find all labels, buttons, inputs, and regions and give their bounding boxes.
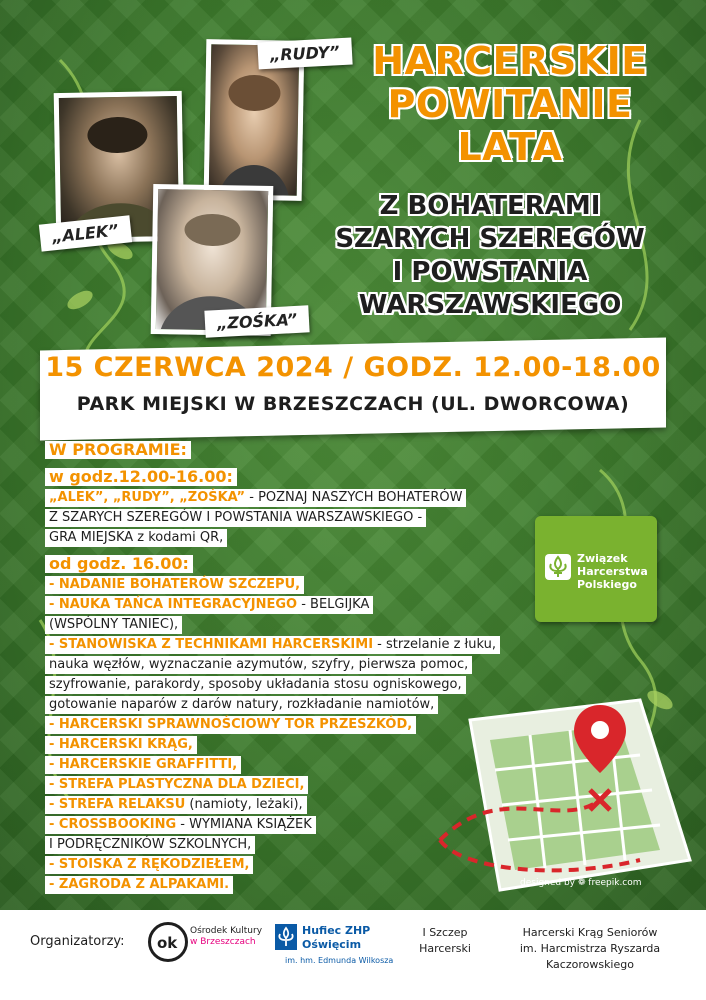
program-item-3a: - STANOWISKA Z TECHNIKAMI HARCERSKIMI bbox=[49, 637, 374, 652]
zhp-lily-icon bbox=[545, 554, 571, 580]
program-item-2c: (WSPÓLNY TANIEC), bbox=[45, 616, 182, 634]
program-item-3b: - strzelanie z łuku, bbox=[373, 637, 496, 652]
program-item-8b: (namioty, leżaki), bbox=[185, 797, 303, 812]
hufiec-logo-icon bbox=[275, 924, 297, 950]
poster-title bbox=[370, 40, 650, 169]
block1-time: w godz.12.00-16.00: bbox=[45, 468, 237, 486]
zhp-badge bbox=[535, 516, 657, 622]
zhp-line-2: Harcerstwa bbox=[577, 565, 648, 578]
program-item-6: - HARCERSKIE GRAFFITTI, bbox=[45, 756, 241, 774]
ok-line-1: Ośrodek Kultury bbox=[190, 926, 263, 936]
program-item-9a: - CROSSBOOKING bbox=[49, 817, 177, 832]
ok-name bbox=[190, 926, 262, 948]
svg-text:ok: ok bbox=[157, 934, 178, 952]
krag-line-1: Harcerski Krąg Seniorów bbox=[522, 926, 658, 939]
ok-logo-icon bbox=[148, 922, 188, 962]
hufiec-name bbox=[302, 924, 370, 952]
program-item-3e: gotowanie naparów z darów natury, rozkładanie namiotów, bbox=[45, 696, 438, 714]
block1-names: „ALEK”, „RUDY”, „ZOŚKA” bbox=[49, 490, 246, 505]
ok-line-2: w Brzeszczach bbox=[190, 937, 256, 947]
program-item-8a: - STREFA RELAKSU bbox=[49, 797, 186, 812]
program-list bbox=[45, 440, 525, 895]
block1-text-a: - POZNAJ NASZYCH BOHATERÓW bbox=[245, 490, 463, 505]
block1-text-c: GRA MIEJSKA z kodami QR, bbox=[45, 529, 227, 547]
zhp-line-3: Polskiego bbox=[577, 578, 637, 591]
program-item-9b: - WYMIANA KSIĄŻEK bbox=[176, 817, 312, 832]
program-item-7: - STREFA PLASTYCZNA DLA DZIECI, bbox=[45, 776, 308, 794]
subtitle-line-2: SZARYCH SZEREGÓW bbox=[335, 224, 645, 254]
program-item-4: - HARCERSKI SPRAWNOŚCIOWY TOR PRZESZKÓD, bbox=[45, 716, 416, 734]
block2-time: od godz. 16.00: bbox=[45, 555, 193, 573]
hufiec-line-2: Oświęcim bbox=[302, 938, 362, 951]
freepik-credit: designed by ❁ freepik.com bbox=[520, 878, 642, 888]
program-heading: W PROGRAMIE: bbox=[45, 441, 191, 459]
label-zoska: „ZOŚKA” bbox=[204, 305, 309, 337]
program-item-5: - HARCERSKI KRĄG, bbox=[45, 736, 197, 754]
zhp-line-1: Związek bbox=[577, 552, 628, 565]
szczep-name bbox=[405, 925, 485, 957]
krag-seniorow-name bbox=[490, 925, 690, 973]
title-line-3: LATA bbox=[457, 125, 563, 169]
program-item-11: - ZAGRODA Z ALPAKAMI. bbox=[45, 876, 233, 894]
program-item-2b: - BELGIJKA bbox=[297, 597, 370, 612]
title-line-1: HARCERSKIE bbox=[372, 39, 648, 83]
title-line-2: POWITANIE bbox=[387, 82, 633, 126]
szczep-line-2: Harcerski bbox=[419, 942, 471, 955]
block1-text-b: Z SZARYCH SZEREGÓW I POWSTANIA WARSZAWSKIEGO - bbox=[45, 509, 426, 527]
szczep-line-1: I Szczep bbox=[422, 926, 468, 939]
krag-line-3: Kaczorowskiego bbox=[546, 958, 634, 971]
program-item-3d: szyfrowanie, parakordy, sposoby układania stosu ogniskowego, bbox=[45, 676, 466, 694]
program-item-9c: I PODRĘCZNIKÓW SZKOLNYCH, bbox=[45, 836, 255, 854]
event-place: PARK MIEJSKI W BRZESZCZACH (UL. DWORCOWA) bbox=[76, 393, 630, 415]
program-item-10: - STOISKA Z RĘKODZIEŁEM, bbox=[45, 856, 253, 874]
program-item-1: - NADANIE BOHATERÓW SZCZEPU, bbox=[45, 576, 304, 594]
subtitle-line-3: I POWSTANIA bbox=[392, 257, 588, 287]
event-date: 15 CZERWCA 2024 / GODZ. 12.00-18.00 bbox=[45, 352, 661, 383]
label-alek: „ALEK” bbox=[39, 215, 132, 251]
organizers-label: Organizatorzy: bbox=[30, 934, 125, 949]
hufiec-patron: im. hm. Edmunda Wilkosza bbox=[285, 956, 394, 965]
poster-subtitle bbox=[315, 190, 665, 322]
label-rudy: „RUDY” bbox=[257, 38, 352, 70]
program-item-3c: nauka węzłów, wyznaczanie azymutów, szyfry, pierwsza pomoc, bbox=[45, 656, 472, 674]
krag-line-2: im. Harcmistrza Ryszarda bbox=[519, 942, 661, 955]
subtitle-line-4: WARSZAWSKIEGO bbox=[358, 290, 622, 320]
program-item-2a: - NAUKA TAŃCA INTEGRACYJNEGO bbox=[49, 597, 298, 612]
subtitle-line-1: Z BOHATERAMI bbox=[379, 191, 601, 221]
hufiec-line-1: Hufiec ZHP bbox=[302, 924, 371, 937]
